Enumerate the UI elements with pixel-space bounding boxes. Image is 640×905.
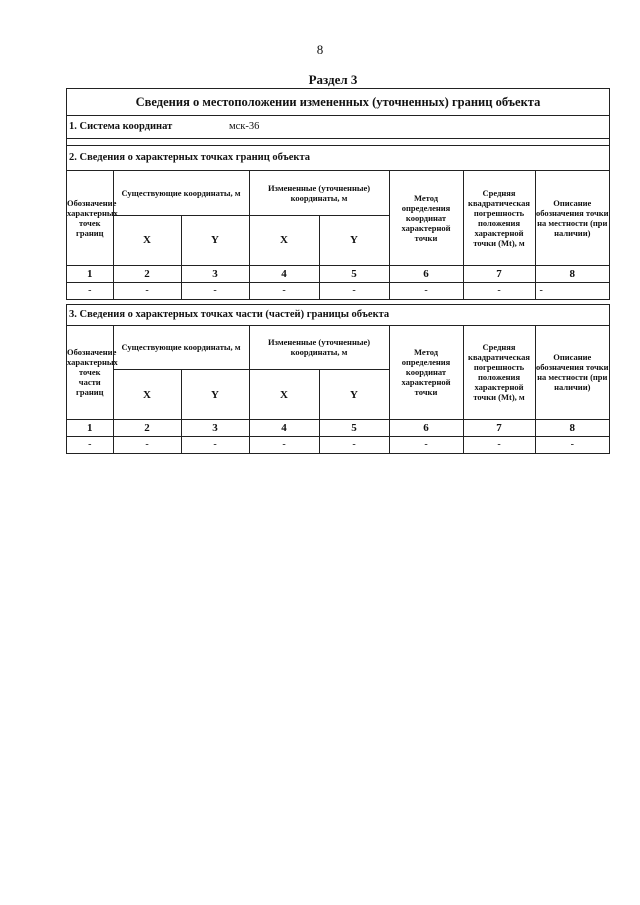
- table-row: [67, 437, 609, 454]
- col-number: 1: [67, 265, 113, 282]
- table-cell: -: [463, 282, 535, 299]
- block1-col-changed: Измененные (уточненные) координаты, м: [249, 171, 389, 215]
- col-number: 6: [389, 265, 463, 282]
- main-title: Сведения о местоположении измененных (уточненных) границ объекта: [67, 89, 609, 116]
- block2-x-changed: X: [249, 370, 319, 420]
- table-cell: -: [249, 437, 319, 454]
- block1-title: 2. Сведения о характерных точках границ объекта: [67, 145, 609, 171]
- block2-col-existing: Существующие координаты, м: [113, 326, 249, 370]
- table-cell: -: [463, 437, 535, 454]
- block2-col-method: Метод определения координат характерной точки: [389, 326, 463, 420]
- table-row: [67, 282, 609, 299]
- col-number: 2: [113, 265, 181, 282]
- coord-system-label: 1. Система координат: [69, 121, 173, 132]
- table-cell: -: [389, 437, 463, 454]
- block2-table: [67, 326, 609, 454]
- col-number: 1: [67, 420, 113, 437]
- col-number: 4: [249, 420, 319, 437]
- block1-number-row: [67, 265, 609, 282]
- col-number: 8: [535, 420, 609, 437]
- col-number: 5: [319, 420, 389, 437]
- table-cell: -: [67, 282, 113, 299]
- block2-y-changed: Y: [319, 370, 389, 420]
- col-number: 7: [463, 420, 535, 437]
- block1-x-existing: X: [113, 215, 181, 265]
- table-cell: -: [389, 282, 463, 299]
- table-cell: -: [113, 437, 181, 454]
- block2-y-existing: Y: [181, 370, 249, 420]
- block2-number-row: [67, 420, 609, 437]
- col-number: 2: [113, 420, 181, 437]
- col-number: 8: [535, 265, 609, 282]
- table-cell: -: [249, 282, 319, 299]
- block1-table: [67, 171, 609, 299]
- block2-box: [66, 304, 610, 455]
- col-number: 6: [389, 420, 463, 437]
- block1-y-changed: Y: [319, 215, 389, 265]
- col-number: 7: [463, 265, 535, 282]
- table-cell: -: [535, 282, 609, 299]
- block1-y-existing: Y: [181, 215, 249, 265]
- col-number: 4: [249, 265, 319, 282]
- col-number: 3: [181, 420, 249, 437]
- table-cell: -: [67, 437, 113, 454]
- block2-x-existing: X: [113, 370, 181, 420]
- document-body: [66, 88, 610, 454]
- table-cell: -: [181, 437, 249, 454]
- block2-col-description: Описание обозначения точки на местности (при наличии): [535, 326, 609, 420]
- block2-col-changed: Измененные (уточненные) координаты, м: [249, 326, 389, 370]
- block1-col-existing: Существующие координаты, м: [113, 171, 249, 215]
- block1-col-error: Средняя квадратическая погрешность положения характерной точки (Mt), м: [463, 171, 535, 265]
- table-cell: -: [319, 437, 389, 454]
- table-cell: -: [319, 282, 389, 299]
- coord-system-row: [67, 116, 609, 139]
- page-number: 8: [316, 42, 324, 57]
- block2-title: 3. Сведения о характерных точках части (частей) границы объекта: [67, 305, 609, 326]
- block2-col-error: Средняя квадратическая погрешность положения характерной точки (Mt), м: [463, 326, 535, 420]
- block1-col-method: Метод определения координат характерной точки: [389, 171, 463, 265]
- col-number: 5: [319, 265, 389, 282]
- header-box: [66, 88, 610, 300]
- table-cell: -: [113, 282, 181, 299]
- coord-system-value: мск-36: [229, 121, 260, 132]
- col-number: 3: [181, 265, 249, 282]
- block2-col-designation: Обозначение характерных точек части границ: [67, 326, 113, 420]
- block1-col-designation: Обозначение характерных точек границ: [67, 171, 113, 265]
- block1-col-description: Описание обозначения точки на местности (при наличии): [535, 171, 609, 265]
- table-cell: -: [181, 282, 249, 299]
- block1-x-changed: X: [249, 215, 319, 265]
- section-title: Раздел 3: [308, 72, 358, 87]
- table-cell: -: [535, 437, 609, 454]
